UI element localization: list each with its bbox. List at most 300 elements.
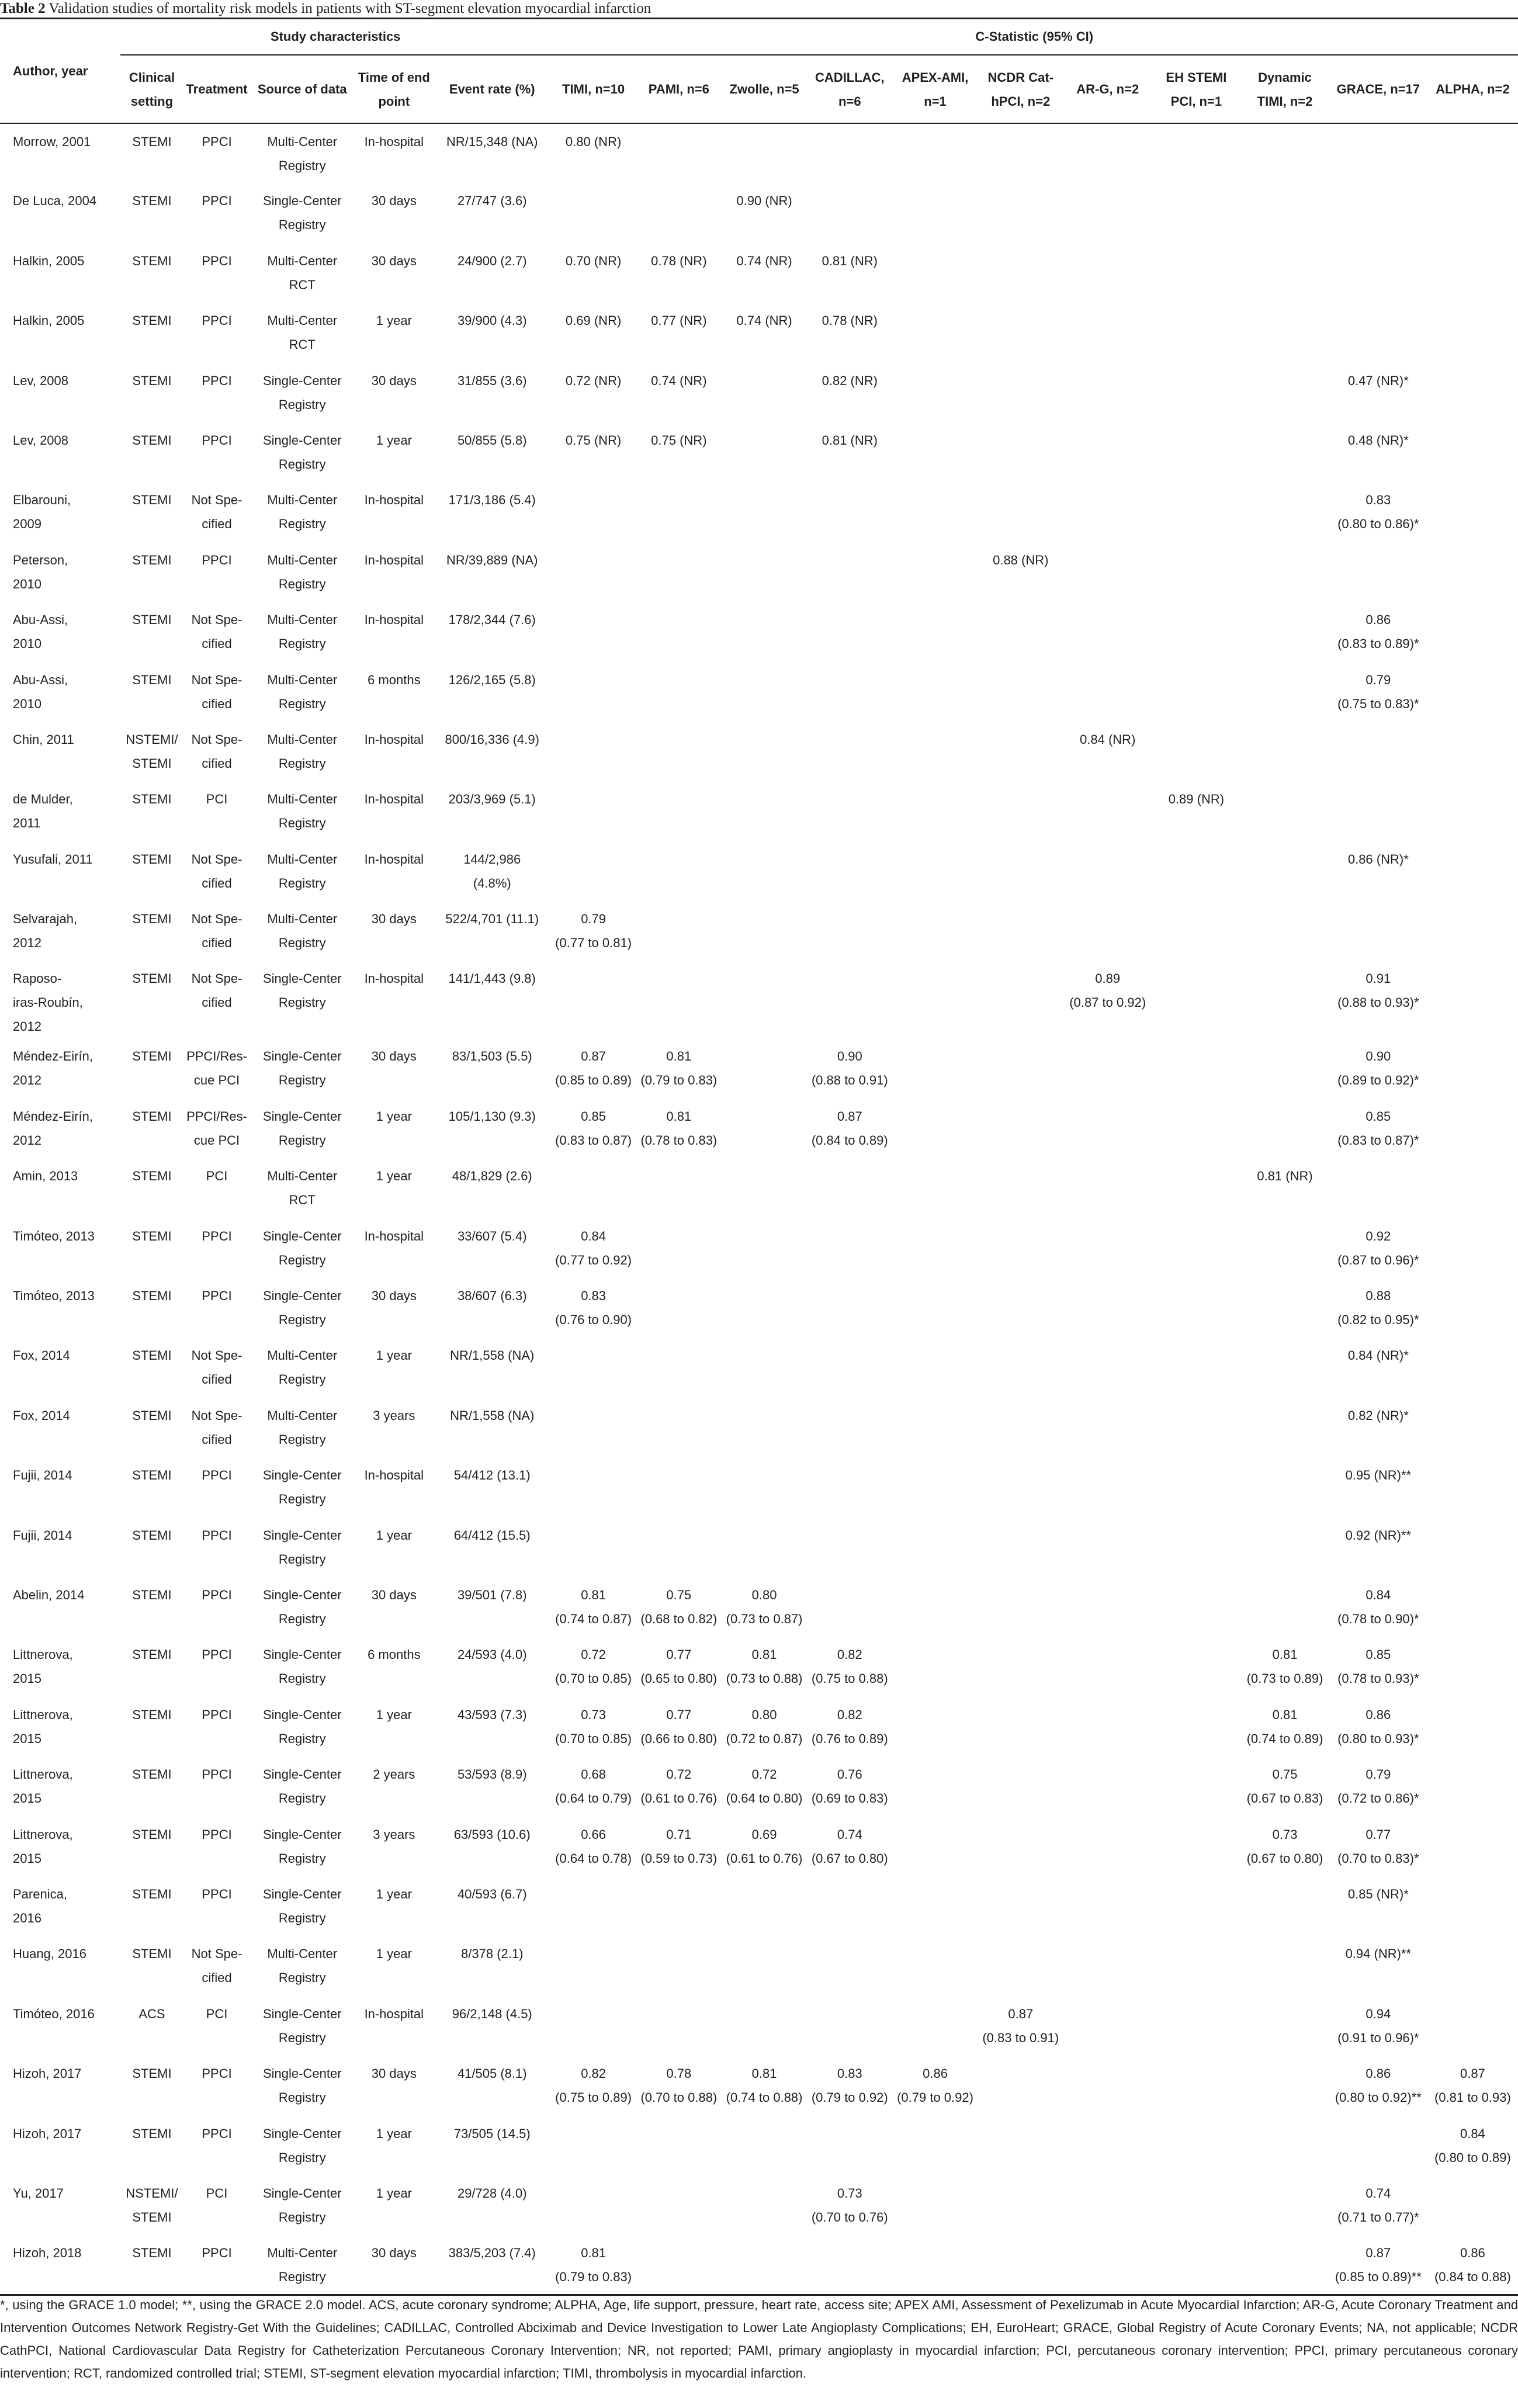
- table-cell: [1063, 1637, 1152, 1696]
- table-cell: [120, 1398, 183, 1457]
- cell-line: STEMI: [132, 1587, 172, 1602]
- table-cell: [355, 243, 434, 303]
- table-cell: [434, 422, 550, 482]
- cell-line: (0.64 to 0.78): [555, 1851, 632, 1866]
- table-cell: [355, 602, 434, 661]
- table-cell: [183, 2175, 250, 2235]
- cell-line: 30 days: [371, 253, 417, 268]
- cell-line: (0.67 to 0.80): [811, 1851, 888, 1866]
- author-cell: [0, 1398, 120, 1457]
- table-cell: [722, 1398, 807, 1457]
- table-cell: [807, 1398, 892, 1457]
- cell-line: (0.67 to 0.80): [1246, 1851, 1323, 1866]
- table-cell: [636, 1876, 722, 1936]
- table-cell: [120, 2116, 183, 2175]
- table-cell: [550, 841, 636, 901]
- cell-line: 0.81 (NR): [822, 253, 878, 268]
- table-cell: [434, 1577, 550, 1637]
- table-cell: [1240, 1996, 1329, 2056]
- table-cell: [1427, 662, 1518, 722]
- table-row: [0, 482, 1518, 542]
- table-cell: [250, 1099, 355, 1158]
- table-cell: [1240, 841, 1329, 901]
- cell-line: STEMI: [132, 193, 172, 209]
- table-cell: [978, 781, 1063, 841]
- table-cell: [1063, 1278, 1152, 1338]
- cell-line: Lev, 2008: [13, 373, 69, 388]
- cell-line: 0.81: [751, 2066, 777, 2081]
- cell-line: Registry: [278, 1492, 326, 1507]
- table-cell: [1152, 1278, 1241, 1338]
- table-cell: [120, 1338, 183, 1397]
- cell-line: STEMI: [132, 552, 172, 567]
- table-cell: [1063, 1398, 1152, 1457]
- validation-table: [0, 18, 1518, 2296]
- cell-line: 0.75: [1272, 1767, 1298, 1782]
- cell-line: STEMI: [132, 1886, 172, 1901]
- cell-line: 38/607 (6.3): [457, 1288, 527, 1304]
- table-cell: [434, 781, 550, 841]
- table-cell: [636, 1218, 722, 1278]
- cell-line: 39/501 (7.8): [457, 1587, 527, 1602]
- cell-line: 96/2,148 (4.5): [452, 2006, 532, 2021]
- table-cell: [807, 2116, 892, 2175]
- cell-line: In-hospital: [364, 1468, 424, 1483]
- table-cell: [892, 2175, 978, 2235]
- table-cell: [636, 1338, 722, 1397]
- table-cell: [120, 602, 183, 661]
- table-cell: [1427, 183, 1518, 242]
- table-cell: [636, 482, 722, 542]
- author-cell: [0, 1876, 120, 1936]
- table-cell: [892, 1697, 978, 1756]
- table-cell: [1329, 2175, 1427, 2235]
- cell-line: (0.66 to 0.80): [640, 1731, 718, 1746]
- table-cell: [183, 1038, 250, 1098]
- table-cell: [1063, 1577, 1152, 1637]
- table-cell: [183, 123, 250, 183]
- cell-line: Littnerova,: [13, 1767, 73, 1782]
- table-cell: [250, 1936, 355, 1995]
- table-cell: [1240, 2056, 1329, 2115]
- cell-line: 54/412 (13.1): [453, 1468, 531, 1483]
- table-cell: [355, 1218, 434, 1278]
- table-cell: [1063, 1218, 1152, 1278]
- cell-line: (0.80 to 0.93)*: [1337, 1731, 1419, 1746]
- table-row: [0, 363, 1518, 422]
- table-cell: [1329, 662, 1427, 722]
- table-cell: [550, 2056, 636, 2115]
- table-cell: [1152, 1038, 1241, 1098]
- table-cell: [978, 363, 1063, 422]
- cell-line: 0.70 (NR): [565, 253, 622, 268]
- cell-line: PPCI: [202, 2246, 232, 2261]
- cell-line: 126/2,165 (5.8): [448, 672, 536, 687]
- table-cell: [636, 1517, 722, 1577]
- table-cell: [1329, 781, 1427, 841]
- column-header: [636, 55, 722, 123]
- table-cell: [1152, 961, 1241, 1038]
- table-cell: [1063, 363, 1152, 422]
- table-cell: [807, 1577, 892, 1637]
- cell-line: RCT: [289, 277, 316, 292]
- table-cell: [1427, 1876, 1518, 1936]
- table-cell: [183, 1817, 250, 1876]
- table-cell: [1063, 1038, 1152, 1098]
- table-cell: [722, 961, 807, 1038]
- table-cell: [722, 1996, 807, 2056]
- table-row: [0, 1936, 1518, 1995]
- cell-line: PPCI: [202, 2066, 232, 2081]
- table-row: [0, 2235, 1518, 2295]
- table-cell: [1152, 2235, 1241, 2295]
- table-cell: [1152, 662, 1241, 722]
- table-cell: [120, 2056, 183, 2115]
- cell-line: STEMI: [132, 2209, 172, 2225]
- table-cell: [183, 542, 250, 602]
- table-cell: [1152, 1517, 1241, 1577]
- cell-line: STEMI: [132, 2126, 172, 2141]
- table-row: [0, 1637, 1518, 1696]
- table-cell: [120, 303, 183, 362]
- cell-line: cified: [202, 636, 232, 652]
- cell-line: Single-Center: [263, 1228, 342, 1243]
- table-cell: [550, 1338, 636, 1397]
- table-cell: [1240, 1398, 1329, 1457]
- table-cell: [550, 243, 636, 303]
- cell-line: Multi-Center: [267, 313, 338, 328]
- cell-line: Timóteo, 2013: [13, 1288, 95, 1304]
- table-cell: [636, 1697, 722, 1756]
- cell-line: 0.74: [837, 1827, 862, 1842]
- table-cell: [1240, 1517, 1329, 1577]
- cell-line: Treatment: [186, 82, 248, 96]
- table-cell: [550, 901, 636, 961]
- table-cell: [892, 1936, 978, 1995]
- cell-line: Timóteo, 2013: [13, 1228, 95, 1243]
- table-cell: [434, 2235, 550, 2295]
- table-cell: [722, 1936, 807, 1995]
- cell-line: cified: [202, 1432, 232, 1447]
- table-cell: [807, 1637, 892, 1696]
- table-cell: [978, 1457, 1063, 1517]
- cell-line: 0.72: [581, 1647, 606, 1662]
- cell-line: Not Spe-: [191, 493, 242, 508]
- cell-line: Raposo-: [13, 971, 62, 986]
- cell-line: 30 days: [371, 2246, 417, 2261]
- table-cell: [1063, 1517, 1152, 1577]
- table-cell: [250, 1038, 355, 1098]
- table-cell: [1152, 602, 1241, 661]
- cell-line: Registry: [278, 636, 326, 652]
- table-cell: [355, 1038, 434, 1098]
- cell-line: (0.74 to 0.89): [1246, 1731, 1323, 1746]
- cell-line: 0.87: [1365, 2246, 1391, 2261]
- table-cell: [250, 1577, 355, 1637]
- table-cell: [355, 2056, 434, 2115]
- table-cell: [183, 841, 250, 901]
- cell-line: (0.65 to 0.80): [640, 1671, 718, 1686]
- cell-line: Littnerova,: [13, 1827, 73, 1842]
- table-cell: [1427, 2175, 1518, 2235]
- table-cell: [183, 1577, 250, 1637]
- table-cell: [550, 1996, 636, 2056]
- table-cell: [1427, 1099, 1518, 1158]
- table-cell: [722, 542, 807, 602]
- table-cell: [1427, 1218, 1518, 1278]
- table-cell: [250, 1278, 355, 1338]
- table-cell: [636, 183, 722, 242]
- cell-line: (0.72 to 0.87): [726, 1731, 803, 1746]
- cell-line: 0.92: [1365, 1228, 1391, 1243]
- cell-line: NR/1,558 (NA): [450, 1408, 535, 1423]
- table-cell: [1063, 781, 1152, 841]
- table-cell: [1152, 243, 1241, 303]
- table-cell: [1240, 1697, 1329, 1756]
- table-cell: [1329, 1637, 1427, 1696]
- cell-line: STEMI: [132, 134, 172, 149]
- cell-line: 0.72: [666, 1767, 692, 1782]
- table-cell: [355, 2235, 434, 2295]
- cell-line: 1 year: [376, 1108, 412, 1124]
- cell-line: Registry: [278, 1372, 326, 1387]
- cell-line: 3 years: [373, 1408, 415, 1423]
- cell-line: (0.71 to 0.77)*: [1337, 2209, 1419, 2225]
- table-cell: [434, 901, 550, 961]
- table-cell: [250, 1876, 355, 1936]
- cell-line: Registry: [278, 696, 326, 711]
- table-row: [0, 243, 1518, 303]
- table-cell: [120, 123, 183, 183]
- table-cell: [1152, 1876, 1241, 1936]
- cell-line: de Mulder,: [13, 792, 73, 807]
- cell-line: 0.66: [581, 1827, 606, 1842]
- table-row: [0, 1756, 1518, 1816]
- cell-line: Single-Center: [263, 1587, 342, 1602]
- cell-line: cue PCI: [193, 1132, 240, 1148]
- cell-line: 41/505 (8.1): [457, 2066, 527, 2081]
- cell-line: Single-Center: [263, 193, 342, 209]
- cell-line: cified: [202, 1970, 232, 1986]
- table-cell: [1427, 123, 1518, 183]
- cell-line: In-hospital: [364, 493, 424, 508]
- cell-line: Multi-Center: [267, 912, 338, 927]
- cell-line: STEMI: [132, 971, 172, 986]
- cell-line: 0.68: [581, 1767, 606, 1782]
- table-cell: [722, 363, 807, 422]
- cell-line: 0.81: [666, 1049, 692, 1064]
- cell-line: Registry: [278, 217, 326, 233]
- table-cell: [1240, 2116, 1329, 2175]
- table-cell: [120, 1996, 183, 2056]
- table-cell: [892, 1338, 978, 1397]
- cell-line: 0.85: [1365, 1647, 1391, 1662]
- cell-line: 0.74 (NR): [651, 373, 707, 388]
- table-cell: [978, 1158, 1063, 1218]
- table-cell: [183, 1697, 250, 1756]
- table-cell: [120, 482, 183, 542]
- table-cell: [434, 243, 550, 303]
- cell-line: n=1: [924, 93, 947, 109]
- author-cell: [0, 1996, 120, 2056]
- cell-line: 0.82 (NR)*: [1347, 1408, 1409, 1423]
- table-cell: [250, 2116, 355, 2175]
- cell-line: 1 year: [376, 1527, 412, 1543]
- cell-line: 0.82: [581, 2066, 606, 2081]
- table-cell: [250, 1517, 355, 1577]
- cell-line: PPCI: [202, 1647, 232, 1662]
- table-cell: [250, 482, 355, 542]
- table-cell: [550, 602, 636, 661]
- table-cell: [978, 1756, 1063, 1816]
- cell-line: 0.78 (NR): [822, 313, 878, 328]
- cell-line: (0.64 to 0.79): [555, 1791, 632, 1806]
- cell-line: 0.78 (NR): [651, 253, 707, 268]
- table-cell: [978, 2056, 1063, 2115]
- cell-line: Registry: [278, 816, 326, 831]
- table-row: [0, 542, 1518, 602]
- cell-line: n=6: [838, 93, 861, 109]
- cell-line: STEMI: [132, 1108, 172, 1124]
- table-cell: [892, 781, 978, 841]
- cell-line: NCDR Cat-: [987, 70, 1053, 85]
- table-cell: [1063, 1697, 1152, 1756]
- table-cell: [120, 1099, 183, 1158]
- cell-line: 2009: [13, 517, 41, 532]
- table-row: [0, 1817, 1518, 1876]
- cell-line: 0.84 (NR): [1080, 732, 1136, 747]
- table-cell: [550, 363, 636, 422]
- table-cell: [1063, 1756, 1152, 1816]
- table-cell: [355, 123, 434, 183]
- table-row: [0, 1996, 1518, 2056]
- cell-line: (0.83 to 0.91): [982, 2030, 1059, 2045]
- cell-line: PPCI: [202, 373, 232, 388]
- author-cell: [0, 1817, 120, 1876]
- cell-line: STEMI: [132, 373, 172, 388]
- cell-line: 30 days: [371, 2066, 417, 2081]
- table-cell: [892, 1457, 978, 1517]
- table-cell: [892, 1099, 978, 1158]
- cell-line: 1 year: [376, 313, 412, 328]
- table-cell: [722, 482, 807, 542]
- table-cell: [807, 303, 892, 362]
- column-header: [722, 55, 807, 123]
- table-cell: [120, 1936, 183, 1995]
- cell-line: 0.86: [1365, 612, 1391, 628]
- cell-line: 39/900 (4.3): [457, 313, 527, 328]
- table-cell: [355, 1158, 434, 1218]
- cell-line: Single-Center: [263, 1647, 342, 1662]
- column-header: [978, 55, 1063, 123]
- table-cell: [636, 1038, 722, 1098]
- table-cell: [807, 1697, 892, 1756]
- cell-line: 0.89 (NR): [1168, 792, 1225, 807]
- table-cell: [978, 1517, 1063, 1577]
- cell-line: 0.90 (NR): [736, 193, 792, 209]
- table-cell: [120, 1637, 183, 1696]
- table-cell: [250, 1697, 355, 1756]
- table-cell: [183, 1099, 250, 1158]
- author-cell: [0, 2116, 120, 2175]
- cell-line: point: [378, 93, 410, 109]
- table-cell: [978, 422, 1063, 482]
- table-cell: [120, 1697, 183, 1756]
- cell-line: 50/855 (5.8): [457, 432, 527, 448]
- table-cell: [183, 243, 250, 303]
- cell-line: STEMI: [132, 1348, 172, 1363]
- table-row: [0, 1338, 1518, 1397]
- cell-line: (0.79 to 0.83): [640, 1073, 718, 1088]
- table-cell: [550, 1697, 636, 1756]
- table-body: [0, 123, 1518, 2295]
- column-header: [892, 55, 978, 123]
- table-cell: [1329, 841, 1427, 901]
- table-cell: [434, 1457, 550, 1517]
- table-cell: [807, 1338, 892, 1397]
- table-cell: [636, 2235, 722, 2295]
- table-cell: [1063, 901, 1152, 961]
- table-cell: [636, 1398, 722, 1457]
- table-cell: [1427, 1577, 1518, 1637]
- cell-line: 24/900 (2.7): [457, 253, 527, 268]
- table-cell: [550, 1457, 636, 1517]
- table-cell: [1240, 422, 1329, 482]
- cell-line: 105/1,130 (9.3): [448, 1108, 536, 1124]
- cell-line: Single-Center: [263, 2185, 342, 2201]
- cell-line: PPCI: [202, 1288, 232, 1304]
- cell-line: Lev, 2008: [13, 432, 69, 448]
- cell-line: PCI: [206, 1169, 228, 1184]
- cell-line: In-hospital: [364, 612, 424, 628]
- cell-line: 0.80 (NR): [565, 134, 622, 149]
- table-cell: [636, 1756, 722, 1816]
- table-cell: [1152, 901, 1241, 961]
- table-cell: [807, 363, 892, 422]
- cell-line: Selvarajah,: [13, 912, 78, 927]
- cell-line: (0.83 to 0.87)*: [1337, 1132, 1419, 1148]
- cell-line: Single-Center: [263, 1707, 342, 1722]
- table-cell: [355, 1398, 434, 1457]
- cell-line: (0.78 to 0.83): [640, 1132, 718, 1148]
- cell-line: 2012: [13, 1073, 41, 1088]
- cell-line: 0.90: [1365, 1049, 1391, 1064]
- table-cell: [355, 1996, 434, 2056]
- table-cell: [1329, 363, 1427, 422]
- cell-line: Registry: [278, 1132, 326, 1148]
- cell-line: Littnerova,: [13, 1707, 73, 1722]
- table-cell: [434, 363, 550, 422]
- table-row: [0, 2116, 1518, 2175]
- table-cell: [1152, 1936, 1241, 1995]
- table-cell: [722, 303, 807, 362]
- cell-line: 63/593 (10.6): [453, 1827, 531, 1842]
- cell-line: Halkin, 2005: [13, 313, 85, 328]
- table-cell: [550, 482, 636, 542]
- cell-line: STEMI: [132, 2246, 172, 2261]
- table-row: [0, 841, 1518, 901]
- table-cell: [120, 1038, 183, 1098]
- table-cell: [978, 183, 1063, 242]
- table-cell: [1063, 422, 1152, 482]
- table-cell: [355, 2116, 434, 2175]
- author-cell: [0, 841, 120, 901]
- cell-line: Méndez-Eirín,: [13, 1049, 93, 1064]
- cell-line: PCI: [206, 2006, 228, 2021]
- table-cell: [1329, 961, 1427, 1038]
- cell-line: (0.80 to 0.89): [1434, 2150, 1511, 2165]
- table-cell: [978, 243, 1063, 303]
